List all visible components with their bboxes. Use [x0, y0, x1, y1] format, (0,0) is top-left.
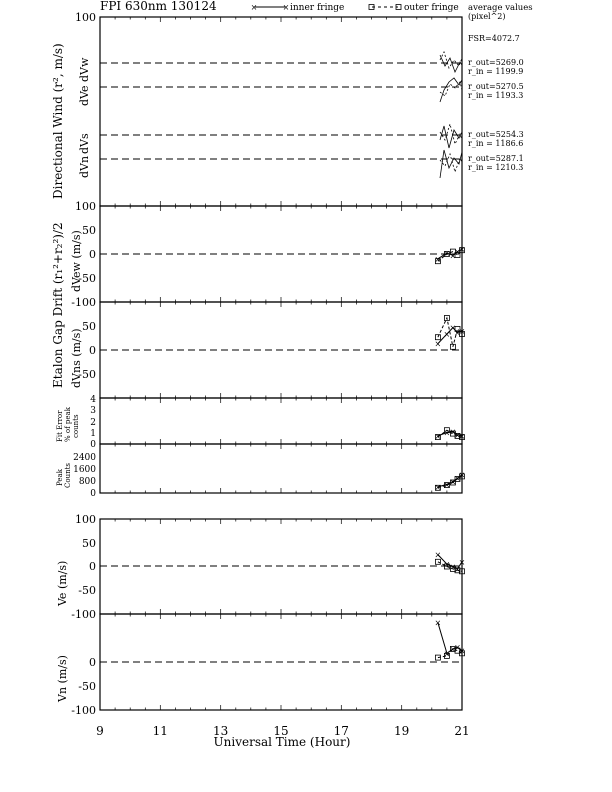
- peak-tick-0: 0: [90, 489, 96, 499]
- x-tick-11: 11: [152, 724, 168, 738]
- dir-label-dvw: dVw: [78, 57, 91, 82]
- x-tick-21: 21: [454, 724, 470, 738]
- inner-fringe-point: ×: [449, 562, 457, 572]
- annot-n-rout: r_out=5287.1: [468, 154, 524, 163]
- panel-dvns: [70, 302, 465, 398]
- ve-tick-100: 100: [75, 513, 96, 526]
- ew-tick-neg50: -50: [78, 272, 96, 285]
- dir-top-tick: 100: [75, 11, 96, 24]
- fit-tick-0: 0: [90, 440, 96, 450]
- ve-ylabel: Ve (m/s): [56, 560, 69, 606]
- vn-ylabel: Vn (m/s): [56, 655, 69, 702]
- inner-fringe-point: ×: [443, 649, 451, 659]
- x-tick-17: 17: [333, 724, 349, 738]
- legend-outer-label: outer fringe: [404, 3, 459, 13]
- legend-inner: [251, 3, 345, 13]
- ns-tick-50: 50: [82, 320, 96, 333]
- ew-tick-neg100: -100: [71, 296, 96, 309]
- inner-fringe-point: ×: [454, 643, 461, 653]
- peak-ylabel-2: Counts: [64, 463, 72, 488]
- inner-fringe-point: ×: [454, 247, 461, 257]
- legend-average-label: average values: [468, 3, 533, 13]
- inner-fringe-point: ×: [434, 482, 442, 492]
- panel-fit-error: [56, 395, 465, 450]
- panel-ve: [56, 513, 465, 621]
- inner-fringe-point: ×: [434, 431, 442, 441]
- svg-text:×: ×: [282, 3, 290, 12]
- ve-tick-neg50: -50: [78, 584, 96, 597]
- inner-fringe-point: ×: [434, 550, 442, 560]
- ve-series: [435, 551, 466, 574]
- inner-fringe-point: ×: [443, 560, 451, 570]
- legend-outer: [369, 3, 459, 13]
- panel-directional-wind: [51, 11, 524, 213]
- dir-bottom-tick: 100: [75, 200, 96, 213]
- fsr-label: FSR=4072.7: [468, 34, 520, 43]
- inner-fringe-point: ×: [449, 644, 457, 654]
- dir-label-dve: dVe: [78, 85, 91, 106]
- inner-fringe-point: ×: [454, 430, 461, 440]
- fit-ylabel-1: Fit Error: [56, 410, 64, 442]
- annot-w-rin: r_in = 1199.9: [468, 67, 524, 76]
- ve-tick-0: 0: [89, 560, 96, 573]
- panel-dvew: [51, 206, 465, 388]
- annot-e-rout: r_out=5270.5: [468, 82, 524, 91]
- vn-tick-neg100: -100: [71, 704, 96, 717]
- inner-fringe-point: ×: [443, 428, 451, 438]
- ns-tick-neg50: -50: [78, 368, 96, 381]
- inner-fringe-point: ×: [458, 245, 466, 255]
- annot-w-rout: r_out=5269.0: [468, 58, 524, 67]
- inner-fringe-point: ×: [458, 557, 466, 567]
- inner-fringe-point: ×: [454, 564, 461, 574]
- legend-inner-label: inner fringe: [290, 3, 345, 13]
- peak-ylabel-1: Peak: [56, 469, 64, 486]
- vn-tick-0: 0: [89, 656, 96, 669]
- dir-ylabel: Directional Wind (r², m/s): [51, 43, 65, 199]
- inner-fringe-point: ×: [449, 477, 457, 487]
- inner-fringe-point: ×: [434, 618, 442, 628]
- ve-tick-50: 50: [82, 537, 96, 550]
- fit-tick-4: 4: [90, 395, 96, 405]
- dir-label-dvs: dVs: [78, 133, 91, 154]
- inner-fringe-point: ×: [434, 339, 442, 349]
- x-tick-19: 19: [394, 724, 410, 738]
- ew-tick-0: 0: [89, 248, 96, 261]
- dir-label-dvn: dVn: [78, 155, 91, 178]
- inner-fringe-point: ×: [458, 431, 466, 441]
- x-axis: [96, 17, 469, 749]
- svg-text:×: ×: [250, 3, 258, 12]
- x-axis-label: Universal Time (Hour): [213, 735, 351, 749]
- peak-series: [435, 471, 466, 492]
- fit-ylabel-2: % of peak: [64, 407, 72, 442]
- fit-series: [435, 427, 466, 441]
- fit-tick-3: 3: [90, 406, 96, 416]
- x-tick-15: 15: [273, 724, 289, 738]
- ew-ylabel: dVew (m/s): [70, 230, 83, 292]
- ns-ylabel: dVns (m/s): [70, 328, 83, 388]
- annot-n-rin: r_in = 1210.3: [468, 163, 524, 172]
- peak-tick-800: 800: [78, 477, 96, 487]
- ns-tick-0: 0: [89, 344, 96, 357]
- inner-fringe-point: ×: [458, 326, 466, 336]
- inner-fringe-point: ×: [443, 249, 451, 258]
- inner-fringe-point: ×: [458, 646, 466, 656]
- x-tick-13: 13: [213, 724, 229, 738]
- panel-peak-counts: [56, 444, 465, 499]
- inner-fringe-point: ×: [449, 323, 457, 333]
- fit-tick-2: 2: [90, 418, 96, 428]
- fit-tick-1: 1: [90, 429, 96, 439]
- panel-vn: [56, 614, 465, 717]
- annot-s-rin: r_in = 1186.6: [468, 139, 524, 148]
- vn-series: [435, 619, 466, 660]
- inner-fringe-point: ×: [434, 254, 442, 264]
- inner-fringe-point: ×: [443, 480, 451, 490]
- inner-fringe-point: ×: [454, 328, 461, 338]
- inner-fringe-point: ×: [443, 330, 451, 339]
- ew-tick-50: 50: [82, 224, 96, 237]
- peak-tick-2400: 2400: [73, 453, 96, 463]
- inner-fringe-point: ×: [454, 474, 461, 484]
- drift-ylabel: Etalon Gap Drift (r₁²+r₂²)/2: [51, 222, 65, 388]
- inner-fringe-point: ×: [449, 251, 457, 261]
- ve-tick-neg100: -100: [71, 608, 96, 621]
- x-tick-9: 9: [96, 724, 104, 738]
- ew-series: [435, 245, 466, 264]
- vn-tick-neg50: -50: [78, 680, 96, 693]
- peak-tick-1600: 1600: [73, 465, 96, 475]
- ns-series: [435, 316, 466, 350]
- fit-ylabel-3: counts: [72, 414, 80, 438]
- inner-fringe-point: ×: [449, 427, 457, 437]
- legend-average-unit: (pixel^2): [468, 12, 506, 21]
- annot-e-rin: r_in = 1193.3: [468, 91, 524, 100]
- annot-s-rout: r_out=5254.3: [468, 130, 524, 139]
- chart-title: FPI 630nm 130124: [100, 0, 217, 13]
- inner-fringe-point: ×: [458, 470, 466, 480]
